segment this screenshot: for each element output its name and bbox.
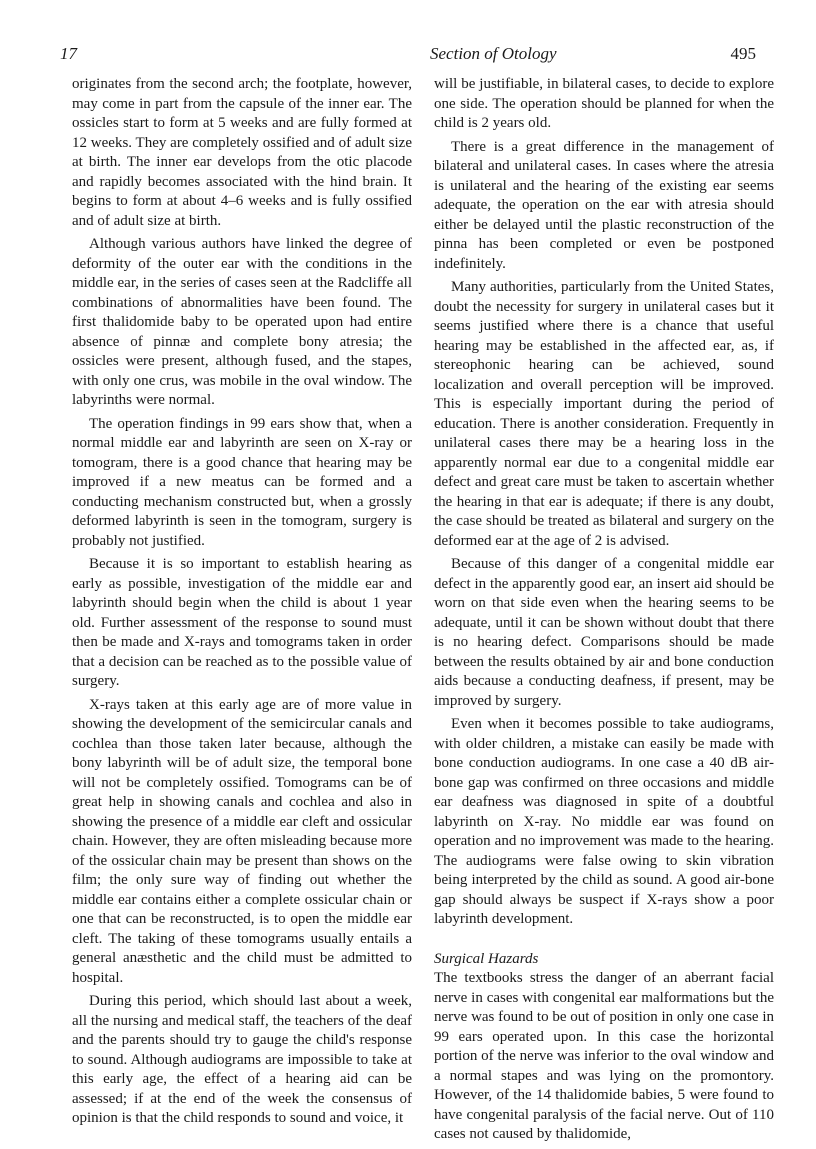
section-title: Section of Otology bbox=[430, 44, 557, 63]
paragraph: Many authorities, particularly from the United States, doubt the necessity for surgery in unilateral cases but it seems justified where there is a chance that useful hearing may be established in the affected ear, as, if stereophonic hearing can be achieved, sound localization and overall perception will be improved. This is especially important during the period of education. There is another consideration. Frequently in unilateral cases there may be a hearing loss in the apparently normal ear due to a congenital middle ear defect and great care must be taken to ascertain whether the hearing in that ear is adequate; if there is any doubt, the case should be treated as bilateral and surgery on the deformed ear at the age of 2 is advised. bbox=[434, 279, 774, 549]
paragraph: The textbooks stress the danger of an aberrant facial nerve in cases with congenital ear malformations but the nerve was found to be out of position in only one case in 99 ears operated upon. In this case the horizontal portion of the nerve was inferior to the oval window and a normal stapes and was lying on the promontory. However, of the 14 thalidomide babies, 5 were found to have congenital paralysis of the facial nerve. Out of 110 cases not caused by thalidomide, bbox=[434, 970, 774, 1142]
paragraph: originates from the second arch; the footplate, however, may come in part from the capsule of the inner ear. The ossicles start to form at 5 weeks and are fully formed at 12 weeks. They are completely ossified and of adult size at birth. The inner ear develops from the otic placode and rapidly becomes associated with the hind brain. It begins to form at about 4–6 weeks and is fully ossified and of adult size at birth. bbox=[72, 76, 412, 229]
paragraph: Even when it becomes possible to take audiograms, with older children, a mistake can easily be made with bone conduction audiograms. In one case a 40 dB air-bone gap was confirmed on three occasions and middle ear deafness was diagnosed in spite of a doubtful labyrinth on X-ray. No middle ear was found on operation and no improvement was made to the hearing. The audiograms were false owing to skin vibration being interpreted by the child as sound. A good air-bone gap should always be suspect if X-rays show a poor labyrinth development. bbox=[434, 716, 774, 927]
paragraph: Although various authors have linked the degree of deformity of the outer ear with the conditions in the middle ear, in the series of cases seen at the Radcliffe all combinations of abnormalities have been found. The first thalidomide baby to be operated upon had entire absence of pinnæ and complete bony atresia; the ossicles were present, although fused, and the stapes, with only one crus, was mobile in the oval window. The labyrinths were normal. bbox=[72, 236, 412, 408]
paragraph: The operation findings in 99 ears show that, when a normal middle ear and labyrinth are seen on X-ray or tomogram, there is a good chance that hearing may be improved if a new meatus can be formed and a conducting mechanism constructed but, when a grossly deformed labyrinth is seen in the tomogram, surgery is probably not justified. bbox=[72, 415, 412, 549]
page-number: 495 bbox=[730, 44, 756, 63]
right-column bbox=[434, 75, 774, 1149]
page-label: 17 bbox=[60, 44, 77, 63]
paragraph: Because of this danger of a congenital middle ear defect in the apparently good ear, an insert aid should be worn on that side even when the hearing seems to be adequate, until it can be shown without doubt that there is no hearing defect. Comparisons should be made between the results obtained by air and bone conduction aids because a conducting deafness, if present, may be improved by surgery. bbox=[434, 556, 774, 709]
left-column bbox=[72, 75, 412, 1133]
paragraph: There is a great difference in the management of bilateral and unilateral cases. In cases where the atresia is unilateral and the hearing of the existing ear seems adequate, the operation on the ear with atresia should either be delayed until the plastic reconstruction of the pinna has been completed or even be postponed indefinitely. bbox=[434, 138, 774, 272]
section-subheading: Surgical Hazards bbox=[434, 950, 539, 967]
paragraph: X-rays taken at this early age are of more value in showing the development of the semicircular canals and cochlea than those taken later because, although the bony labyrinth will be of adult size, the temporal bone will not be completely ossified. Tomograms can be of great help in showing canals and cochlea and also in showing the presence of a middle ear cleft and ossicular chain. However, they are often misleading because more of the ossicular chain may be present than shows on the film; the only sure way of finding out whether the middle ear contains either a complete ossicular chain or one that can be reconstructed, is to open the middle ear cleft. The taking of these tomograms usually entails a general anæsthetic and the child must be admitted to hospital. bbox=[72, 696, 412, 986]
running-header bbox=[60, 44, 756, 68]
paragraph: Because it is so important to establish hearing as early as possible, investigation of the middle ear and labyrinth should begin when the child is about 1 year old. Further assessment of the response to sound must then be made and X-rays and tomograms taken in order that a decision can be reached as to the possible value of surgery. bbox=[72, 556, 412, 689]
paragraph: During this period, which should last about a week, all the nursing and medical staff, the teachers of the deaf and the parents should try to gauge the child's response to sound. Although audiograms are impossible to take at this early age, the effect of a hearing aid can be assessed; if at the end of the week the consensus of opinion is that the child responds to sound and voice, it bbox=[72, 993, 412, 1126]
paragraph: will be justifiable, in bilateral cases, to decide to explore one side. The operation should be planned for when the child is 2 years old. bbox=[434, 76, 774, 131]
